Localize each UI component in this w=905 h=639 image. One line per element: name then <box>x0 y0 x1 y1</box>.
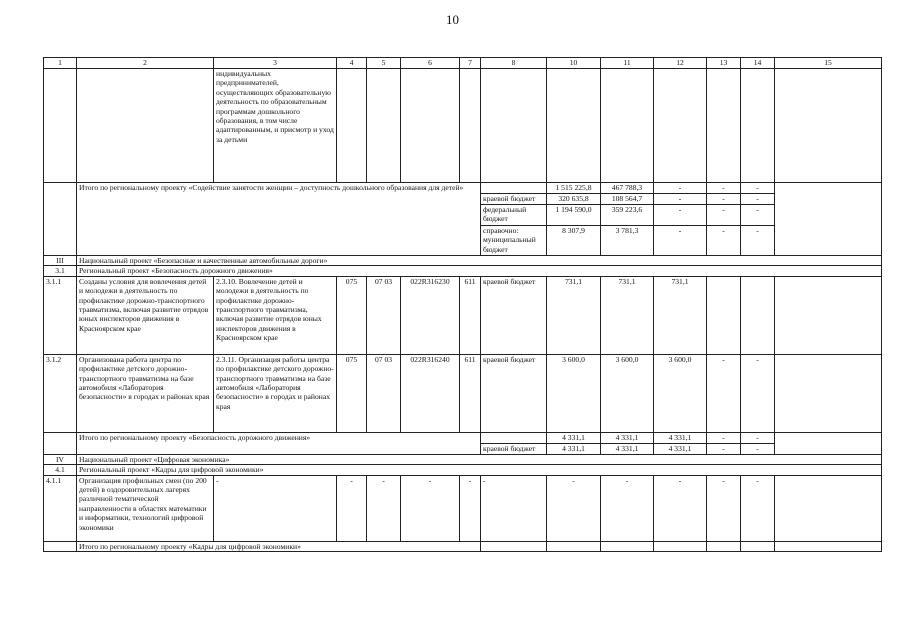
col-header: 13 <box>707 58 741 69</box>
section-number: III <box>44 256 77 266</box>
col-header: 14 <box>741 58 775 69</box>
total-row: краевой бюджет 320 635,8 108 564,7 - - - <box>44 194 882 205</box>
total-row: Итого по региональному проекту «Безопасность дорожного движения» 4 331,1 4 331,1 4 331,1 - - <box>44 432 882 443</box>
table-row: 3.1.2 Организована работа центра по профилактике детского дорожно-транспортного травматизма на базе автомобиля «Лаборатория безопасности» в городах и районах края 2.3.11. Организация работы центра по профилактике детского дорожно-транспортного травматизма на базе автомобиля «Лаборатория безопасности» в городах и районах края 075 07 03 022R316240 611 краевой бюджет 3 600,0 3 600,0 3 600,0 - - <box>44 354 882 432</box>
col-header: 12 <box>654 58 707 69</box>
section-title: Национальный проект «Цифровая экономика» <box>77 454 882 464</box>
col-header: 11 <box>601 58 654 69</box>
table-row <box>44 69 882 183</box>
budget-table <box>43 57 882 552</box>
section-number: IV <box>44 454 77 464</box>
col-header: 3 <box>214 58 337 69</box>
section-number: 3.1 <box>44 266 77 276</box>
total-row <box>44 541 882 551</box>
table-row: 3.1.1 Созданы условия для вовлечения детей и молодежи в деятельность по профилактике дорожно-транспортного травматизма, включая развитие отрядов юных инспекторов движения в Красноярском крае 2.3.10. Вовлечение детей и молодежи в деятельность по профилактике дорожно-транспортного травматизма, включая развитие отрядов юных инспекторов движения в Красноярском крае 075 07 03 022R316230 611 краевой бюджет 731,1 731,1 731,1 <box>44 276 882 354</box>
cell-activity: индивидуальных предпринимателей, осуществляющих образовательную деятельность по образовательным программам дошкольного образования, в том числе адаптированным, и присмотр и уход за детьми <box>214 69 337 183</box>
total-label: Итого по региональному проекту «Безопасность дорожного движения» <box>77 432 481 454</box>
total-label: Итого по региональному проекту «Содействие занятости женщин – доступность дошкольного образования для детей» <box>77 183 481 256</box>
page-number: 10 <box>446 12 459 27</box>
col-header: 7 <box>460 58 481 69</box>
header-row <box>44 58 882 69</box>
section-row <box>44 454 882 464</box>
total-row: справочно: муниципальный бюджет 8 307,9 3 781,3 - - - <box>44 226 882 256</box>
col-header: 10 <box>547 58 601 69</box>
col-header: 15 <box>775 58 882 69</box>
section-row <box>44 256 882 266</box>
section-title: Региональный проект «Безопасность дорожного движения» <box>77 266 882 276</box>
col-header: 6 <box>401 58 460 69</box>
table-row: 4.1.1 Организация профильных смен (по 200 детей) в оздоровительных лагерях различной тематической направленности в областях математики и информатики, технологий цифровой экономики - - - - - - - - - - - <box>44 475 882 541</box>
section-number: 4.1 <box>44 465 77 475</box>
col-header: 2 <box>77 58 214 69</box>
section-title: Региональный проект «Кадры для цифровой экономики» <box>77 465 882 475</box>
col-header: 8 <box>481 58 547 69</box>
col-header: 5 <box>367 58 401 69</box>
total-row: Итого по региональному проекту «Содействие занятости женщин – доступность дошкольного образования для детей» 1 515 225,8 467 788,3 - - - <box>44 183 882 194</box>
total-row: федеральный бюджет 1 194 590,0 359 223,6 - - - <box>44 205 882 226</box>
section-row <box>44 266 882 276</box>
section-row <box>44 465 882 475</box>
total-label: Итого по региональному проекту «Кадры для цифровой экономики» <box>77 541 481 551</box>
col-header: 4 <box>337 58 367 69</box>
total-row: краевой бюджет 4 331,1 4 331,1 4 331,1 - - <box>44 443 882 454</box>
col-header: 1 <box>44 58 77 69</box>
section-title: Национальный проект «Безопасные и качественные автомобильные дороги» <box>77 256 882 266</box>
